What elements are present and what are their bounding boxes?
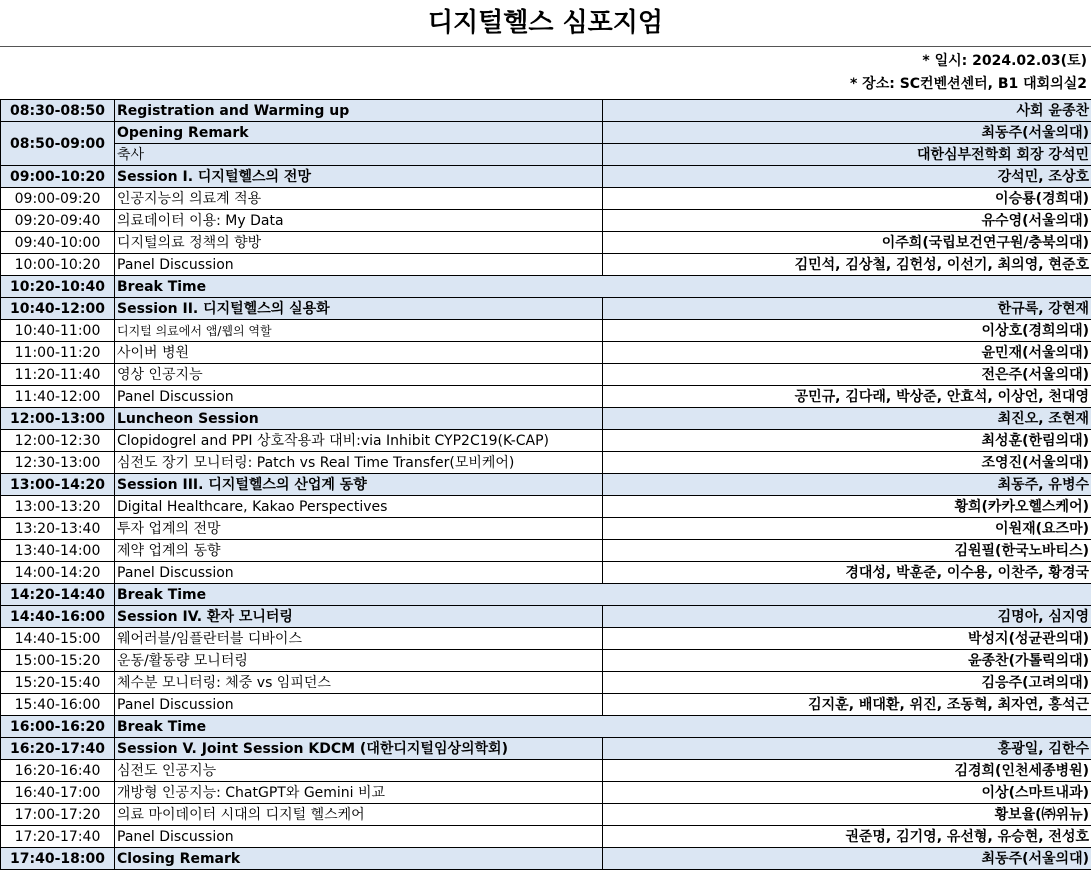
time-cell: 10:40-12:00: [1, 298, 115, 320]
time-cell: 13:00-14:20: [1, 474, 115, 496]
break-row: [1, 584, 1091, 606]
time-cell: 17:40-18:00: [1, 848, 115, 870]
title-cell: 개방형 인공지능: ChatGPT와 Gemini 비교: [115, 782, 603, 804]
table-row: [1, 628, 1091, 650]
title-cell: 제약 업계의 동향: [115, 540, 603, 562]
title-cell: 인공지능의 의료계 적용: [115, 188, 603, 210]
session-title: Session II. 디지털헬스의 실용화: [115, 298, 603, 320]
chair-cell: 김명아, 심지영: [603, 606, 1091, 628]
chair-cell: 한규록, 강현재: [603, 298, 1091, 320]
title-cell: 투자 업계의 전망: [115, 518, 603, 540]
break-title: Break Time: [115, 716, 1091, 738]
table-row: [1, 650, 1091, 672]
time-cell: 15:20-15:40: [1, 672, 115, 694]
speaker-cell: 박성지(성균관의대): [603, 628, 1091, 650]
table-row: [1, 826, 1091, 848]
speaker-cell: 윤민재(서울의대): [603, 342, 1091, 364]
speaker-cell: 이상(스마트내과): [603, 782, 1091, 804]
speaker-cell: 김응주(고려의대): [603, 672, 1091, 694]
table-row: [1, 320, 1091, 342]
time-cell: 16:20-16:40: [1, 760, 115, 782]
table-row: [1, 518, 1091, 540]
time-cell: 12:00-13:00: [1, 408, 115, 430]
session-row: [1, 474, 1091, 496]
speaker-cell: 김민석, 김상철, 김헌성, 이선기, 최의영, 현준호: [603, 254, 1091, 276]
speaker-cell: 권준명, 김기영, 유선형, 유승현, 전성호: [603, 826, 1091, 848]
time-cell: 09:40-10:00: [1, 232, 115, 254]
time-cell: 14:00-14:20: [1, 562, 115, 584]
chair-cell: 최동주, 유병수: [603, 474, 1091, 496]
chair-cell: 홍광일, 김한수: [603, 738, 1091, 760]
time-cell: 15:40-16:00: [1, 694, 115, 716]
time-cell: 13:00-13:20: [1, 496, 115, 518]
time-cell: 14:40-15:00: [1, 628, 115, 650]
session-row: [1, 738, 1091, 760]
table-row: [1, 210, 1091, 232]
speaker-cell: 이상호(경희의대): [603, 320, 1091, 342]
event-date: * 일시: 2024.02.03(토): [922, 53, 1087, 69]
title-cell: 의료데이터 이용: My Data: [115, 210, 603, 232]
time-cell: 09:00-09:20: [1, 188, 115, 210]
time-cell: 09:20-09:40: [1, 210, 115, 232]
speaker-cell: 이원재(요즈마): [603, 518, 1091, 540]
time-cell: 11:00-11:20: [1, 342, 115, 364]
table-row: [1, 232, 1091, 254]
title-cell: 사이버 병원: [115, 342, 603, 364]
table-row: [1, 562, 1091, 584]
time-cell: 16:20-17:40: [1, 738, 115, 760]
time-cell: 12:00-12:30: [1, 430, 115, 452]
speaker-cell: 김지훈, 배대환, 위진, 조동혁, 최자연, 홍석근: [603, 694, 1091, 716]
speaker-cell: 이주희(국립보건연구원/충북의대): [603, 232, 1091, 254]
title-cell: 축사: [115, 144, 603, 166]
table-row: [1, 496, 1091, 518]
chair-cell: 최진오, 조현재: [603, 408, 1091, 430]
title-cell: 심전도 인공지능: [115, 760, 603, 782]
break-row: [1, 716, 1091, 738]
table-row: [1, 760, 1091, 782]
table-row: [1, 364, 1091, 386]
title-cell: Digital Healthcare, Kakao Perspectives: [115, 496, 603, 518]
time-cell: 12:30-13:00: [1, 452, 115, 474]
time-cell: 16:00-16:20: [1, 716, 115, 738]
time-cell: 10:00-10:20: [1, 254, 115, 276]
time-cell: 11:20-11:40: [1, 364, 115, 386]
time-cell: 15:00-15:20: [1, 650, 115, 672]
time-cell: 10:20-10:40: [1, 276, 115, 298]
table-row: [1, 540, 1091, 562]
event-venue: * 장소: SC컨벤션센터, B1 대회의실2: [849, 76, 1087, 92]
time-cell: 10:40-11:00: [1, 320, 115, 342]
time-cell: 08:30-08:50: [1, 100, 115, 122]
title-cell: 웨어러블/임플란터블 디바이스: [115, 628, 603, 650]
session-row: [1, 166, 1091, 188]
title-cell: 체수분 모니터링: 체중 vs 임피던스: [115, 672, 603, 694]
title-cell: 디지털 의료에서 앱/웹의 역할: [115, 320, 603, 342]
time-cell: 13:40-14:00: [1, 540, 115, 562]
document-title: 디지털헬스 심포지엄: [0, 0, 1091, 47]
table-row: [1, 430, 1091, 452]
session-row: [1, 408, 1091, 430]
schedule-table: [0, 99, 1091, 870]
speaker-cell: 사회 윤종찬: [603, 100, 1091, 122]
speaker-cell: 최동주(서울의대): [603, 848, 1091, 870]
table-row: [1, 672, 1091, 694]
table-row: [1, 386, 1091, 408]
session-title: Session I. 디지털헬스의 전망: [115, 166, 603, 188]
title-cell: Opening Remark: [115, 122, 603, 144]
title-cell: 의료 마이데이터 시대의 디지털 헬스케어: [115, 804, 603, 826]
speaker-cell: 이승룡(경희대): [603, 188, 1091, 210]
table-row: [1, 100, 1091, 122]
session-row: [1, 848, 1091, 870]
session-row: [1, 298, 1091, 320]
time-cell: 11:40-12:00: [1, 386, 115, 408]
table-row: [1, 804, 1091, 826]
speaker-cell: 공민규, 김다래, 박상준, 안효석, 이상언, 천대영: [603, 386, 1091, 408]
speaker-cell: 유수영(서울의대): [603, 210, 1091, 232]
time-cell: 14:20-14:40: [1, 584, 115, 606]
speaker-cell: 최성훈(한림의대): [603, 430, 1091, 452]
title-cell: Panel Discussion: [115, 826, 603, 848]
session-title: Session IV. 환자 모니터링: [115, 606, 603, 628]
break-title: Break Time: [115, 276, 1091, 298]
time-cell: 08:50-09:00: [1, 122, 115, 166]
title-cell: 심전도 장기 모니터링: Patch vs Real Time Transfer(모비케어): [115, 452, 603, 474]
table-row: [1, 782, 1091, 804]
speaker-cell: 전은주(서울의대): [603, 364, 1091, 386]
break-title: Break Time: [115, 584, 1091, 606]
time-cell: 14:40-16:00: [1, 606, 115, 628]
title-cell: Panel Discussion: [115, 386, 603, 408]
session-title: Closing Remark: [115, 848, 603, 870]
title-cell: Panel Discussion: [115, 694, 603, 716]
speaker-cell: 김원필(한국노바티스): [603, 540, 1091, 562]
table-row: [1, 452, 1091, 474]
title-cell: 디지털의료 정책의 향방: [115, 232, 603, 254]
session-title: Luncheon Session: [115, 408, 603, 430]
title-cell: Panel Discussion: [115, 562, 603, 584]
speaker-cell: 경대성, 박훈준, 이수용, 이찬주, 황경국: [603, 562, 1091, 584]
table-row: [1, 144, 1091, 166]
title-cell: 운동/활동량 모니터링: [115, 650, 603, 672]
speaker-cell: 윤종찬(가톨릭의대): [603, 650, 1091, 672]
title-cell: Clopidogrel and PPI 상호작용과 대비:via Inhibit CYP2C19(K-CAP): [115, 430, 603, 452]
time-cell: 09:00-10:20: [1, 166, 115, 188]
time-cell: 17:00-17:20: [1, 804, 115, 826]
title-cell: Registration and Warming up: [115, 100, 603, 122]
title-cell: Panel Discussion: [115, 254, 603, 276]
table-row: [1, 342, 1091, 364]
time-cell: 17:20-17:40: [1, 826, 115, 848]
table-row: [1, 254, 1091, 276]
session-title: Session III. 디지털헬스의 산업계 동향: [115, 474, 603, 496]
session-title: Session V. Joint Session KDCM (대한디지털임상의학회): [115, 738, 603, 760]
speaker-cell: 황희(카카오헬스케어): [603, 496, 1091, 518]
speaker-cell: 최동주(서울의대): [603, 122, 1091, 144]
break-row: [1, 276, 1091, 298]
table-row: [1, 122, 1091, 144]
table-row: [1, 188, 1091, 210]
speaker-cell: 김경희(인천세종병원): [603, 760, 1091, 782]
speaker-cell: 대한심부전학회 회장 강석민: [603, 144, 1091, 166]
time-cell: 16:40-17:00: [1, 782, 115, 804]
title-cell: 영상 인공지능: [115, 364, 603, 386]
session-row: [1, 606, 1091, 628]
time-cell: 13:20-13:40: [1, 518, 115, 540]
speaker-cell: 조영진(서울의대): [603, 452, 1091, 474]
table-row: [1, 694, 1091, 716]
chair-cell: 강석민, 조상호: [603, 166, 1091, 188]
speaker-cell: 황보율(㈜위뉴): [603, 804, 1091, 826]
